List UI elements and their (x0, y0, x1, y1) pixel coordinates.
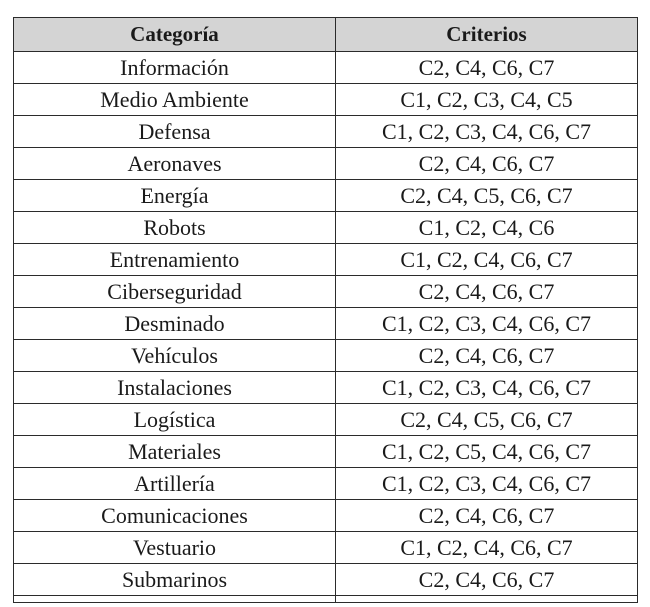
table-row (14, 116, 638, 148)
criterios-cell: C1, C2, C4, C6 (336, 212, 638, 244)
criterios-cell: C1, C2, C3, C4, C6, C7 (336, 372, 638, 404)
header-criterios: Criterios (336, 18, 638, 52)
categoria-cell: Desminado (14, 308, 336, 340)
criterios-cell: C1, C2, C3, C4, C6, C7 (336, 468, 638, 500)
table-row (14, 532, 638, 564)
table-row (14, 340, 638, 372)
criterios-cell: C2, C4, C6, C7 (336, 500, 638, 532)
table-row (14, 500, 638, 532)
criterios-cell: C1, C2, C3, C4, C5 (336, 84, 638, 116)
table-row (14, 212, 638, 244)
categoria-cell: Entrenamiento (14, 244, 336, 276)
categoria-cell: Aeronaves (14, 148, 336, 180)
criterios-cell: C2, C4, C6, C7 (336, 340, 638, 372)
header-categoria: Categoría (14, 18, 336, 52)
criterios-cell: C2, C4, C6, C7 (336, 148, 638, 180)
table-row (14, 84, 638, 116)
table-row (14, 148, 638, 180)
table-row-partial (14, 596, 638, 603)
criterios-cell: C1, C2, C5, C4, C6, C7 (336, 436, 638, 468)
categoria-cell: Defensa (14, 116, 336, 148)
criterios-cell: C2, C4, C6, C7 (336, 276, 638, 308)
criterios-cell: C1, C2, C3, C4, C6, C7 (336, 116, 638, 148)
categoria-cell: Vehículos (14, 340, 336, 372)
categoria-cell: Energía (14, 180, 336, 212)
table-row (14, 276, 638, 308)
categoria-cell: Comunicaciones (14, 500, 336, 532)
categoria-cell: Submarinos (14, 564, 336, 596)
criterios-cell: C2, C4, C5, C6, C7 (336, 180, 638, 212)
table-row (14, 52, 638, 84)
criterios-cell: C1, C2, C4, C6, C7 (336, 532, 638, 564)
criterios-cell: C2, C4, C6, C7 (336, 564, 638, 596)
categories-criteria-table-container (13, 17, 637, 603)
criterios-cell: C1, C2, C4, C6, C7 (336, 244, 638, 276)
categoria-cell: Artillería (14, 468, 336, 500)
criterios-cell: C2, C4, C5, C6, C7 (336, 404, 638, 436)
categoria-cell: Información (14, 52, 336, 84)
table-row (14, 564, 638, 596)
categoria-cell: Vestuario (14, 532, 336, 564)
table-row (14, 372, 638, 404)
categoria-cell: Robots (14, 212, 336, 244)
table-body (14, 52, 638, 603)
categoria-cell: Ciberseguridad (14, 276, 336, 308)
table-row (14, 308, 638, 340)
categoria-cell: Logística (14, 404, 336, 436)
table-row (14, 244, 638, 276)
table-row (14, 404, 638, 436)
criterios-cell: C2, C4, C6, C7 (336, 52, 638, 84)
categoria-cell: Medio Ambiente (14, 84, 336, 116)
categoria-cell: Materiales (14, 436, 336, 468)
categoria-cell: Instalaciones (14, 372, 336, 404)
partial-cell (336, 596, 638, 603)
table-row (14, 468, 638, 500)
criterios-cell: C1, C2, C3, C4, C6, C7 (336, 308, 638, 340)
categories-criteria-table (13, 17, 638, 603)
table-header (14, 18, 638, 52)
table-row (14, 180, 638, 212)
partial-cell (14, 596, 336, 603)
header-row (14, 18, 638, 52)
table-row (14, 436, 638, 468)
